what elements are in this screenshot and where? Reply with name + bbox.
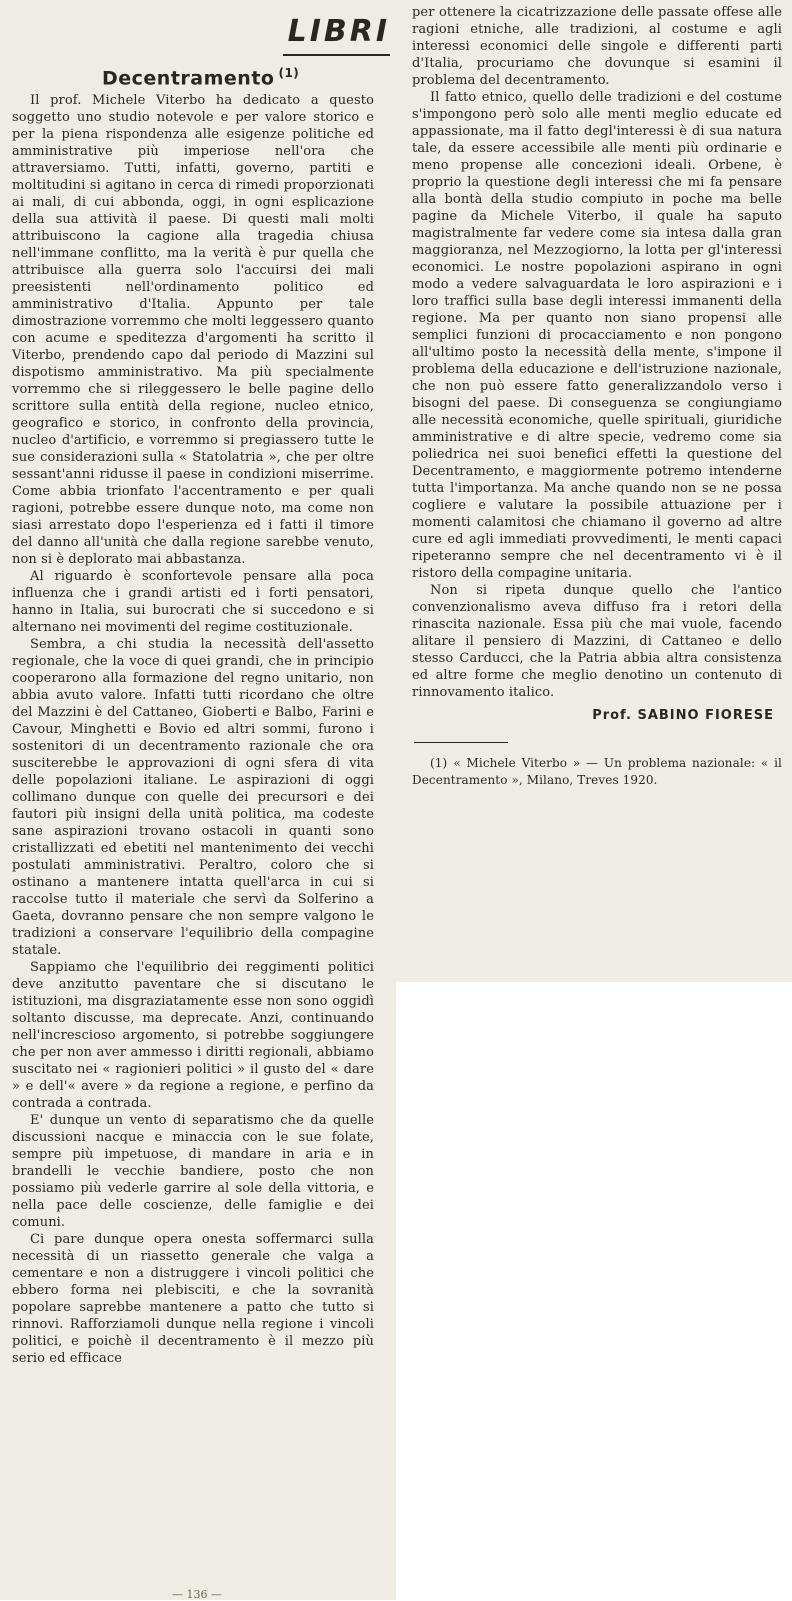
footnote-marker: (1) — [430, 756, 448, 770]
footnote-divider — [414, 742, 508, 743]
paragraph: Non si ripeta dunque quello che l'antico convenzionalismo aveva diffuso fra i retori della rinascita nazionale. Essa più che mai vuole, facendo alitare il pensiero di Mazzini, di Cattaneo e dello stesso Carducci, che la Patria abbia altra consistenza ed altre forme che meglio denotino un contenuto di rinnovamento italico. — [412, 583, 782, 700]
paragraph: Sembra, a chi studia la necessità dell'assetto regionale, che la voce di quei grandi, che in principio cooperarono alla formazione del regno unitario, non abbia avuto valore. Infatti tutti ricordano che oltre del Mazzini è del Cattaneo, Gioberti e Balbo, Farini e Cavour, Minghetti e Bovio ed altri sommi, furono i sostenitori di un decentramento razionale che ora susciterebbe le approvazioni di ogni sfera di vita delle popolazioni italiane. Le aspirazioni di oggi collimano dunque con quelle dei precursori e dei fautori più insigni della unità politica, ma codeste sane aspirazioni trovano ostacoli in quanti sono cristallizzati ed ebetiti nel mantenimento dei vecchi postulati amministrativi. Peraltro, coloro che si ostinano a mantenere intatta quell'arca in cui si raccolse tutto il materiale che servì da Solferino a Gaeta, dovranno pensare che non sempre valgono le tradizioni a conservare l'equilibrio della compagine statale. — [12, 637, 374, 958]
right-column — [412, 4, 782, 789]
footnote — [412, 755, 782, 789]
paragraph: Sappiamo che l'equilibrio dei reggimenti politici deve anzitutto paventare che si discutano le istituzioni, ma disgraziatamente esse non sono oggidì soltanto discusse, ma deprecate. Anzi, continuando nell'increscioso argomento, si potrebbe soggiungere che per non aver ammesso i diritti regionali, abbiamo suscitato nei « ragionieri politici » il gusto del « dare » e dell'« avere » da regione a regione, e perfino da contrada a contrada. — [12, 960, 374, 1111]
title-footnote-marker: (1) — [278, 66, 300, 80]
section-header — [283, 14, 390, 56]
article-title-text: Decentramento — [102, 67, 275, 90]
page-number: — 136 — — [172, 1588, 222, 1601]
paragraph-continued: per ottenere la cicatrizzazione delle passate offese alle ragioni etniche, alle tradizioni, al costume e agli interessi economici delle singole e differenti parti d'Italia, procuriamo che dovunque si esamini il problema del decentramento. — [412, 5, 782, 88]
article-title — [102, 66, 299, 89]
paragraph: Il fatto etnico, quello delle tradizioni e del costume s'impongono però solo alle menti meglio educate ed appassionate, ma il fatto degl'interessi è di sua natura tale, da essere accessibile alle menti più ordinarie e meno propense alle concezioni ideali. Orbene, è proprio la questione degli interessi che mi fa pensare alla bontà della studio compiuto in poche ma belle pagine da Michele Viterbo, il quale ha saputo magistralmente far vedere come sia intesa dalla gran maggioranza, nel Mezzogiorno, la lotta per gl'interessi economici. Le nostre popolazioni aspirano in ogni modo a vedere salvaguardata le loro aspirazioni e i loro traffici sulla base degli interessi immanenti della regione. Ma per quanto non siano propensi alle semplici funzioni di procacciamento e non pongono all'ultimo posto la necessità della mente, s'impone il problema della educazione e dell'istruzione nazionale, che non può essere fatto generalizzandolo verso i bisogni del paese. Di conseguenza se congiungiamo alle necessità economiche, quelle spirituali, giuridiche amministrative e di altre specie, vedremo come sia poliedrica nei suoi benefici effetti la questione del Decentramento, e maggiormente potremo intenderne tutta l'importanza. Ma anche quando non se ne possa cogliere e valutare la possibile attuazione per i momenti calamitosi che chiamano il governo ad altre cure ed agli immediati provvedimenti, le menti capaci ripeteranno sempre che nel decentramento vi è il ristoro della compagine unitaria. — [412, 90, 782, 581]
author-signature: Prof. SABINO FIORESE — [592, 708, 774, 723]
footnote-text: « Michele Viterbo » — Un problema nazionale: « il Decentramento », Milano, Treves 1920. — [412, 756, 782, 787]
paragraph: E' dunque un vento di separatismo che da quelle discussioni nacque e minaccia con le sue folate, sempre più impetuose, di mandare in aria e in brandelli le vecchie bandiere, posto che non possiamo più vederle garrire al sole della vittoria, e nella pace delle coscienze, delle famiglie e dei comuni. — [12, 1113, 374, 1230]
paragraph: Il prof. Michele Viterbo ha dedicato a questo soggetto uno studio notevole e per valore storico e per la piena rispondenza alle esigenze politiche ed amministrative più imperiose nell'ora che attraversiamo. Tutti, infatti, governo, partiti e moltitudini si agitano in cerca di rimedi proporzionati ai mali, di cui abbonda, oggi, in ogni esplicazione della sua attività il paese. Di questi mali molti attribuiscono la cagione alla tragedia chiusa nell'immane conflitto, ma la verità è pur quella che attribuisce alla guerra solo l'accuirsi dei mali preesistenti nell'ordinamento politico ed amministrativo d'Italia. Appunto per tale dimostrazione vorremmo che molti leggessero quanto con acume e speditezza d'argomenti ha scritto il Viterbo, prendendo capo dal periodo di Mazzini sul dispotismo amministrativo. Ma più specialmente vorremmo che si rileggessero le belle pagine dello scrittore sulla entità della regione, nucleo etnico, geografico e storico, in confronto della provincia, nucleo d'artificio, e vorremmo si pregiassero tutte le sue considerazioni sulla « Statolatria », che per oltre sessant'anni ridusse il paese in condizioni miserrime. Come abbia trionfato l'accentramento e per quali ragioni, potrebbe essere dunque noto, ma come non siasi arrestato dopo l'esperienza ed i fatti il timore del danno all'unità che dalla regione sarebbe venuto, non si è deplorato mai abbastanza. — [12, 93, 374, 567]
paragraph: Ci pare dunque opera onesta soffermarci sulla necessità di un riassetto generale che valga a cementare e non a distruggere i vincoli politici che ebbero forma nei plebisciti, e che la sovranità popolare saprebbe mantenere a patto che tutto si rinnovi. Rafforziamoli dunque nella regione i vincoli politici, e poichè il decentramento è il mezzo più serio ed efficace — [12, 1232, 374, 1366]
left-column — [12, 92, 374, 1367]
section-title: LIBRI — [287, 14, 390, 49]
paragraph: Al riguardo è sconfortevole pensare alla poca influenza che i grandi artisti ed i forti pensatori, hanno in Italia, sui burocrati che si succedono e si alternano nei movimenti del regime costituzionale. — [12, 569, 374, 635]
